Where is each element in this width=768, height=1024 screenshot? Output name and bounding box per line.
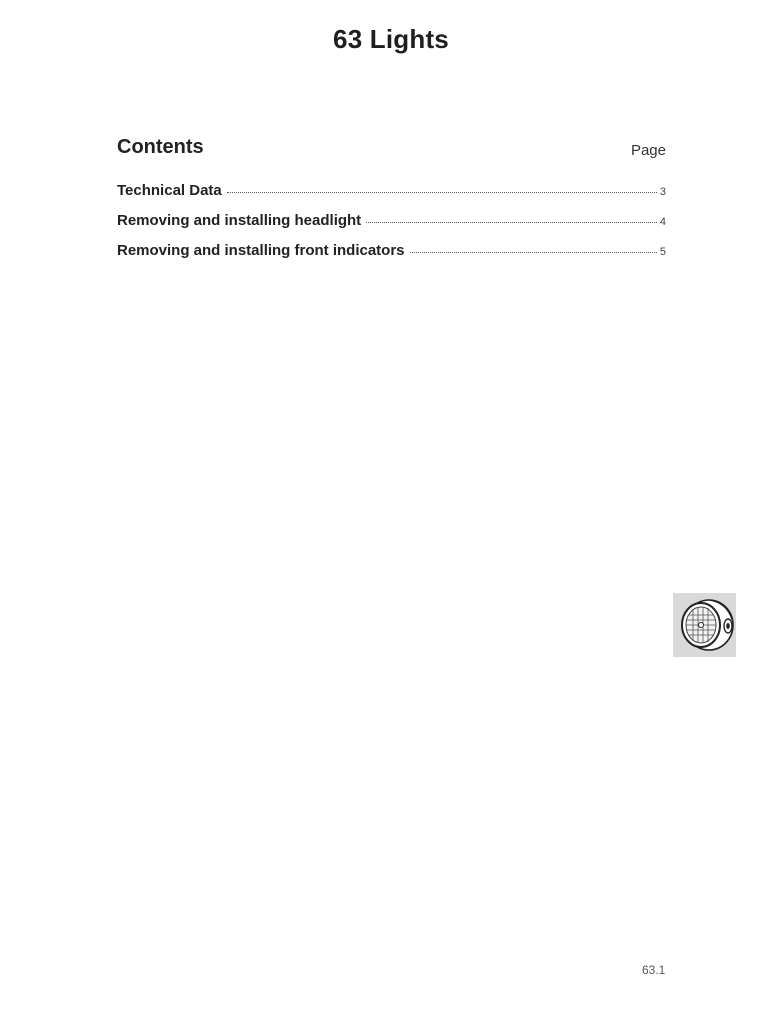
toc-leader-dots xyxy=(410,251,657,253)
toc-leader-dots xyxy=(227,191,657,193)
page-title: 63 Lights xyxy=(333,24,449,54)
toc-entry-headlight[interactable] xyxy=(117,212,666,242)
toc-entry-technical-data[interactable] xyxy=(117,182,666,212)
toc-entry-page: 5 xyxy=(659,246,666,258)
section-tab-marker xyxy=(673,593,736,657)
page-column-heading: Page xyxy=(630,142,666,159)
table-of-contents xyxy=(117,182,666,272)
toc-entry-page: 4 xyxy=(659,216,666,228)
page-number: 63.1 xyxy=(642,963,666,977)
toc-entry-label: Removing and installing headlight xyxy=(117,212,362,229)
contents-heading: Contents xyxy=(117,136,204,158)
headlight-icon xyxy=(673,593,736,657)
toc-entry-page: 3 xyxy=(659,186,666,198)
toc-leader-dots xyxy=(366,221,657,223)
contents-header xyxy=(117,136,666,164)
toc-entry-front-indicators[interactable] xyxy=(117,242,666,272)
toc-entry-label: Technical Data xyxy=(117,182,222,199)
toc-entry-label: Removing and installing front indicators xyxy=(117,242,405,259)
